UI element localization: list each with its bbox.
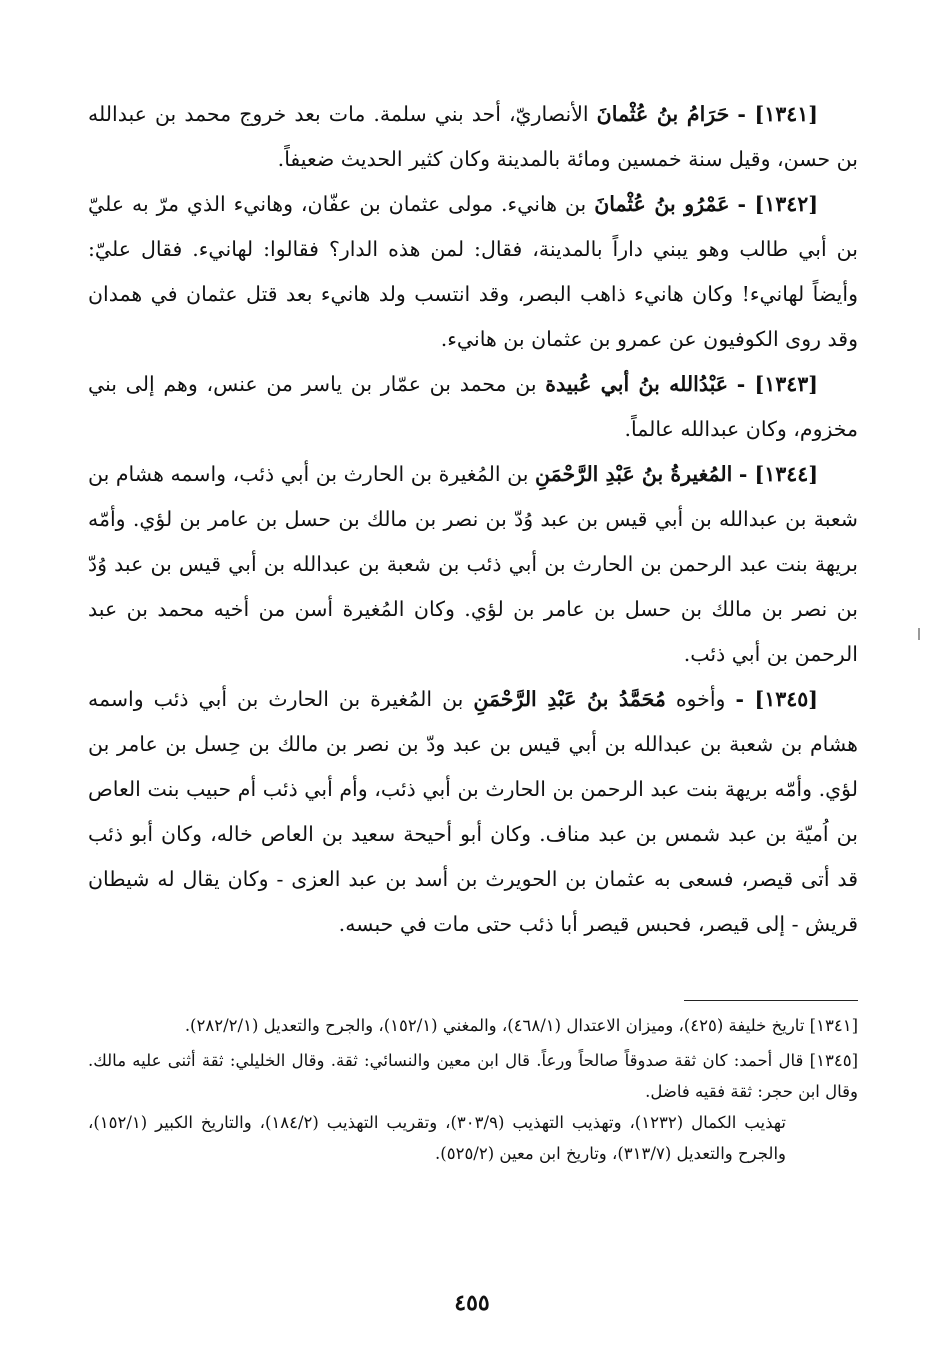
- footnotes: [88, 1010, 858, 1173]
- footnote-text: قال أحمد: كان ثقة صدوقاً صالحاً ورعاً. قال ابن معين والنسائي: ثقة. وقال الخليلي: ثقة أثنى عليه مالك. وقال ابن حجر: ثقة فقيه فاضل.: [88, 1051, 858, 1101]
- entry-name: المُغيرةُ بنُ عَبْدِ الرَّحْمَنِ: [535, 462, 733, 486]
- footnote-number: [١٣٤٥]: [809, 1051, 858, 1070]
- entry-name: مُحَمَّدُ بنُ عَبْدِ الرَّحْمَنِ: [473, 687, 666, 711]
- main-text: [88, 92, 858, 947]
- entry-text: بن المُغيرة بن الحارث بن أبي ذئب واسمه هشام بن شعبة بن عبدالله بن أبي قيس بن عبد ودّ بن نصر بن مالك بن حِسل بن عامر بن لؤي. وأمّه بريهة بنت عبد الرحمن بن الحارث بن أبي ذئب، وأم أبي ذئب أم حبيب بنت العاص بن اُميّة بن عبد شمس بن عبد مناف. وكان أبو أحيحة سعيد بن العاص خاله، وكان أبو ذئب قد أتى قيصر، فسعى به عثمان بن الحويرث بن أسد بن عبد العزى - وكان يقال له شيطان قريش - إلى قيصر، فحبس قيصر أبا ذئب حتى مات في حبسه.: [88, 687, 858, 936]
- entry-text: بن محمد بن عمّار بن ياسر من عنس، وهم إلى بني مخزوم، وكان عبدالله عالماً.: [88, 372, 858, 441]
- entry-number: [١٣٤٤] -: [738, 462, 819, 486]
- entry-name: عَمْرُو بنُ عُثْمانَ: [594, 192, 730, 216]
- entry-1345: [88, 677, 858, 947]
- page-number: ٤٥٥: [454, 1290, 490, 1316]
- entry-1344: [88, 452, 858, 677]
- footnote-number: [١٣٤١]: [809, 1016, 858, 1035]
- entry-1343: [88, 362, 858, 452]
- entry-number: [١٣٤٥] -: [735, 687, 818, 711]
- entry-number: [١٣٤٢] -: [737, 192, 819, 216]
- entry-text: بن المُغيرة بن الحارث بن أبي ذئب، واسمه هشام بن شعبة بن عبدالله بن أبي قيس بن عبد وُدّ بن نصر بن مالك بن حسل بن عامر بن لؤي. وأمّه بريهة بنت عبد الرحمن بن الحارث بن أبي ذئب بن شعبة بن عبدالله بن أبي قيس بن عبد وُدّ بن نصر بن مالك بن حسل بن عامر بن لؤي. وكان المُغيرة أسن من أخيه محمد بن عبد الرحمن بن أبي ذئب.: [88, 462, 858, 666]
- entry-name: حَرَامُ بنُ عُثْمانَ: [596, 102, 730, 126]
- entry-number: [١٣٤١] -: [737, 102, 818, 126]
- entry-1342: [88, 182, 858, 362]
- entry-number: [١٣٤٣] -: [736, 372, 818, 396]
- scan-mark: [918, 628, 920, 640]
- entry-text: الأنصاريّ، أحد بني سلمة. مات بعد خروج محمد بن عبدالله بن حسن، وقيل سنة خمسين ومائة بالمدينة وكان كثير الحديث ضعيفاً.: [88, 102, 858, 171]
- footnote-sources: تهذيب الكمال (١٢٣٢)، وتهذيب التهذيب (٣٠٣/٩)، وتقريب التهذيب (١٨٤/٢)، والتاريخ الكبير (١٥٢/١)، والجرح والتعديل (٣١٣/٧)، وتاريخ ابن معين (٥٢٥/٢).: [88, 1113, 786, 1163]
- entry-1341: [88, 92, 858, 182]
- footnote-text: تاريخ خليفة (٤٢٥)، وميزان الاعتدال (٤٦٨/١)، والمغني (١٥٢/١)، والجرح والتعديل (٢٨٢/٢/١).: [184, 1016, 810, 1035]
- entry-prefix: وأخوه: [665, 687, 736, 711]
- entry-name: عَبْدُالله بنُ أبي عُبيدة: [545, 372, 728, 396]
- footnote-1345: [88, 1045, 858, 1169]
- entry-text: بن هانيء. مولى عثمان بن عفّان، وهانيء الذي مرّ به عليّ بن أبي طالب وهو يبني داراً بالمدينة، فقال: لمن هذه الدار؟ فقالوا: لهانيء. فقال عليّ: وأيضاً لهانيء! وكان هانيء ذاهب البصر، وقد انتسب ولد هانيء بعد قتل عثمان في همدان وقد روى الكوفيون عن عمرو بن عثمان بن هانيء.: [88, 192, 858, 351]
- footnote-1341: [88, 1010, 858, 1041]
- footnote-divider: [684, 1000, 858, 1001]
